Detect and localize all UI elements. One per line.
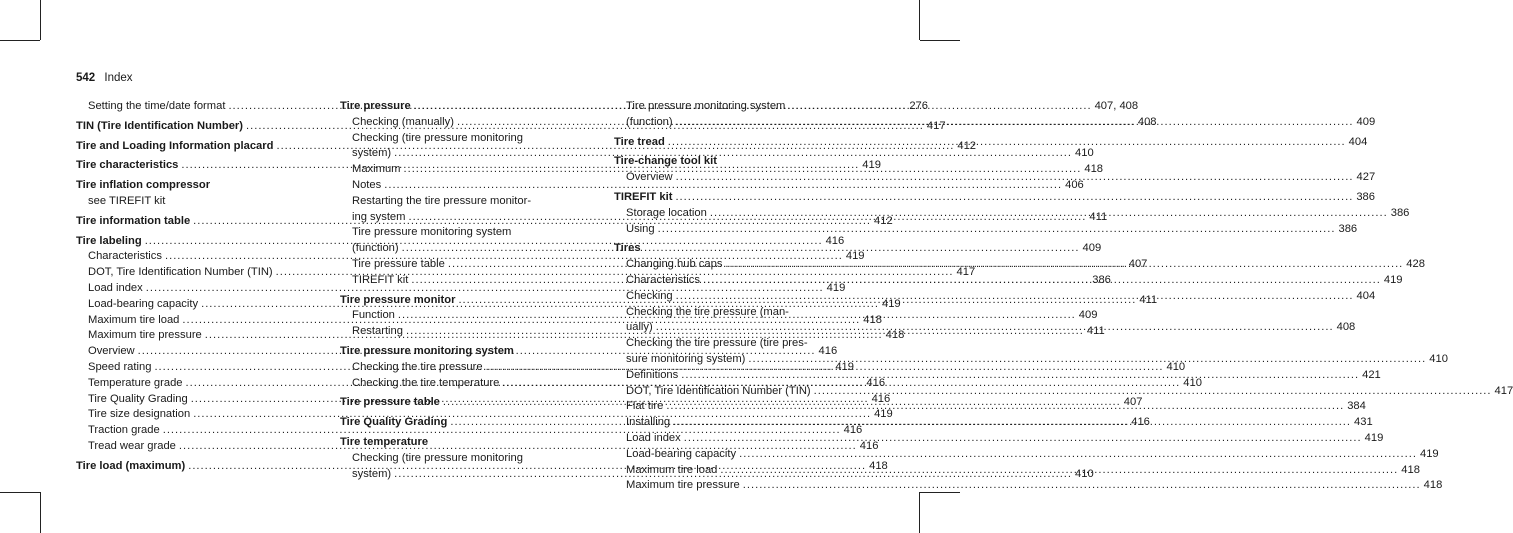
page-reference: 386: [1092, 273, 1111, 286]
page-reference: 419: [826, 281, 846, 294]
crop-mark: [0, 492, 40, 493]
index-subentry: [340, 178, 1084, 194]
page-reference: 417: [926, 119, 946, 132]
entry-text: (function): [352, 242, 399, 255]
page-reference: 419: [845, 250, 865, 263]
crop-mark: [40, 492, 41, 533]
entry-text: sure monitoring system): [626, 352, 746, 365]
entry-text: TIREFIT kit: [352, 273, 409, 286]
entry-text: Tire and Loading Information placard: [76, 139, 274, 152]
index-subentry: [340, 131, 572, 147]
crop-mark: [920, 40, 960, 41]
page-reference: 418: [869, 459, 888, 472]
page-reference: 416: [1131, 416, 1150, 429]
entry-text: Maximum tire pressure: [88, 329, 202, 342]
dot-leader: [666, 399, 1344, 415]
entry-text: Tire pressure monitoring system: [340, 344, 514, 357]
entry-text: system): [352, 147, 392, 160]
entry-text: ually): [626, 321, 653, 334]
page-reference: 419: [874, 408, 893, 421]
page-reference: 419: [835, 360, 854, 373]
entry-text: Tire Quality Grading: [88, 392, 188, 405]
entry-text: Checking: [626, 289, 673, 302]
index-subentry: [340, 194, 572, 210]
entry-text: Traction grade: [88, 424, 160, 437]
page-reference: 416: [818, 345, 838, 358]
entry-text: Load-bearing capacity: [88, 297, 199, 310]
index-subentry: [614, 99, 846, 115]
page-reference: 409: [1078, 309, 1098, 322]
entry-text: Tire pressure monitor: [340, 293, 456, 306]
entry-text: Using: [626, 222, 655, 235]
entry-text: Maximum: [352, 163, 401, 176]
index-subentry: [614, 222, 1358, 238]
dot-leader: [725, 257, 1403, 273]
index-entry: [614, 241, 846, 257]
dot-leader: [673, 415, 1351, 431]
page-reference: 418: [885, 329, 905, 342]
entry-text: Checking the tire pressure: [352, 360, 483, 373]
entry-text: Tires: [614, 242, 641, 255]
page-reference: 276: [909, 100, 928, 112]
crop-mark: [919, 0, 920, 40]
entry-text: Restarting: [352, 325, 403, 338]
page-reference: 411: [1089, 210, 1108, 223]
page-reference: 431: [1354, 416, 1373, 429]
index-entry: [340, 435, 572, 451]
page-reference: 418: [1423, 479, 1443, 492]
page-reference: 417: [1494, 384, 1513, 397]
dot-leader: [668, 135, 1346, 151]
dot-leader: [710, 206, 1388, 222]
entry-text: DOT, Tire Identification Number (TIN): [626, 384, 811, 397]
entry-text: Tread wear grade: [88, 439, 176, 452]
page-reference: 416: [859, 439, 879, 452]
entry-text: Checking the tire pressure (man-: [626, 305, 789, 318]
page-reference: 386: [1356, 190, 1375, 203]
dot-leader: [676, 289, 1354, 305]
index-entry: [340, 344, 572, 360]
entry-text: Tire inflation compressor: [76, 179, 211, 192]
page-reference: 417: [956, 266, 976, 279]
page-reference: 404: [1348, 135, 1368, 148]
page-reference: 411: [1139, 293, 1158, 306]
entry-text: Restarting the tire pressure monitor-: [352, 194, 532, 207]
dot-leader: [676, 115, 1354, 131]
page-reference: 410: [1183, 376, 1202, 389]
index-entry: [76, 178, 300, 194]
dot-leader: [739, 447, 1417, 463]
page-header: [76, 72, 133, 84]
dot-leader: [684, 431, 1362, 447]
page-reference: 421: [1362, 368, 1381, 381]
entry-text: DOT, Tire Identification Number (TIN): [88, 266, 273, 279]
crop-mark: [919, 492, 920, 533]
entry-text: Checking the tire pressure (tire pres-: [626, 337, 808, 350]
entry-text: Tire characteristics: [76, 159, 179, 172]
page-reference: 410: [1075, 147, 1094, 160]
index-subentry: [340, 225, 572, 241]
page-reference: 407: [1128, 257, 1148, 270]
entry-text: Load index: [88, 281, 143, 294]
dot-leader: [676, 170, 1354, 186]
entry-text: Tire size designation: [88, 408, 191, 421]
page-reference: 409: [1082, 242, 1102, 255]
page-number: 542: [76, 72, 96, 84]
page-reference: 427: [1356, 171, 1376, 184]
entry-text: TIN (Tire Identification Number): [76, 119, 243, 132]
dot-leader: [748, 352, 1426, 368]
entry-text: Characteristics: [626, 273, 700, 286]
page-reference: 418: [863, 313, 882, 326]
page-reference: 408: [1137, 115, 1157, 128]
entry-text: (function): [626, 115, 673, 128]
section-title: Index: [104, 72, 133, 84]
entry-text: Maximum tire load: [626, 463, 718, 476]
entry-text: Tire-change tool kit: [614, 155, 717, 168]
dot-leader: [675, 190, 1353, 206]
entry-text: Storage location: [626, 206, 707, 219]
crop-mark: [0, 40, 40, 41]
entry-text: Load index: [626, 431, 681, 444]
page-reference: 419: [862, 159, 881, 172]
entry-text: Tire pressure monitoring system: [626, 100, 786, 112]
entry-text: Tire pressure monitoring system: [352, 226, 512, 239]
page-reference: 410: [1166, 360, 1186, 373]
entry-text: Checking the tire temperature: [352, 376, 500, 389]
entry-text: Maximum tire load: [88, 313, 180, 326]
page-reference: 410: [1429, 352, 1448, 365]
page-reference: 418: [1401, 463, 1420, 476]
page-reference: 410: [1075, 467, 1094, 480]
entry-text: Setting the time/date format: [88, 100, 226, 112]
page-reference: 408: [1336, 321, 1356, 334]
page-reference: 419: [1364, 431, 1384, 444]
page-reference: 411: [1086, 325, 1105, 338]
page-reference: 418: [1084, 163, 1104, 176]
page-reference: 386: [1338, 222, 1358, 235]
entry-text: Speed rating: [88, 360, 152, 373]
index-subentry: [76, 194, 300, 210]
entry-text: Temperature grade: [88, 376, 183, 389]
entry-text: Flat tire: [626, 400, 664, 413]
page-reference: 416: [871, 392, 891, 405]
page-reference: 419: [1383, 273, 1403, 286]
entry-text: Tire tread: [614, 135, 665, 148]
entry-text: Changing hub caps: [626, 258, 723, 271]
dot-leader: [720, 463, 1398, 479]
dot-leader: [656, 320, 1334, 336]
page-reference: 384: [1347, 400, 1366, 413]
index-subentry: [614, 478, 1443, 494]
entry-text: Maximum tire pressure: [626, 479, 740, 492]
dot-leader: [681, 368, 1359, 384]
entry-text: ing system: [352, 210, 406, 223]
entry-text: Tire temperature: [340, 435, 429, 448]
index-subentry: [614, 305, 846, 321]
index-entry: [614, 190, 1375, 206]
page-reference: 409: [1356, 115, 1376, 128]
entry-text: see TIREFIT kit: [88, 194, 166, 207]
entry-text: Tire labeling: [76, 234, 142, 247]
index-entry: [614, 154, 846, 170]
entry-text: Notes: [352, 178, 382, 191]
entry-text: Tire pressure table: [352, 257, 445, 270]
entry-text: Overview: [88, 345, 135, 358]
dot-leader: [658, 222, 1336, 238]
crop-mark: [40, 0, 41, 40]
entry-text: Function: [352, 309, 395, 322]
entry-text: Checking (tire pressure monitoring: [352, 131, 523, 144]
index-subentry: [340, 451, 572, 467]
page-reference: 419: [1419, 447, 1439, 460]
entry-text: Installing: [626, 416, 671, 429]
entry-text: Load-bearing capacity: [626, 447, 737, 460]
page-reference: 407: [1123, 396, 1143, 409]
entry-text: Checking (tire pressure monitoring: [352, 451, 523, 464]
dot-leader: [743, 478, 1421, 494]
page-reference: 416: [825, 234, 845, 247]
page-reference: 416: [843, 424, 863, 437]
index-subentry: [614, 447, 1439, 463]
entry-text: Tire information table: [76, 214, 191, 227]
dot-leader: [703, 273, 1381, 289]
index-subentry: [614, 336, 846, 352]
entry-text: Characteristics: [88, 250, 162, 263]
entry-text: Definitions: [626, 368, 679, 381]
page-reference: 406: [1065, 178, 1084, 191]
entry-text: Tire Quality Grading: [340, 416, 448, 429]
page-reference: 404: [1356, 289, 1376, 302]
entry-text: Tire pressure table: [340, 396, 440, 409]
entry-text: Checking (manually): [352, 115, 454, 128]
page-reference: 386: [1390, 206, 1410, 219]
entry-text: Tire pressure: [340, 100, 411, 112]
page-reference: 419: [881, 297, 901, 310]
page-reference: 407, 408: [1094, 100, 1139, 112]
entry-text: TIREFIT kit: [614, 190, 673, 203]
entry-text: Overview: [626, 171, 673, 184]
page-reference: 428: [1406, 258, 1425, 271]
entry-text: system): [352, 467, 392, 480]
entry-text: Tire load (maximum): [76, 459, 186, 472]
dot-leader: [814, 384, 1492, 400]
page-reference: 412: [957, 139, 977, 152]
page-reference: 416: [866, 376, 886, 389]
page-reference: 412: [874, 214, 893, 227]
